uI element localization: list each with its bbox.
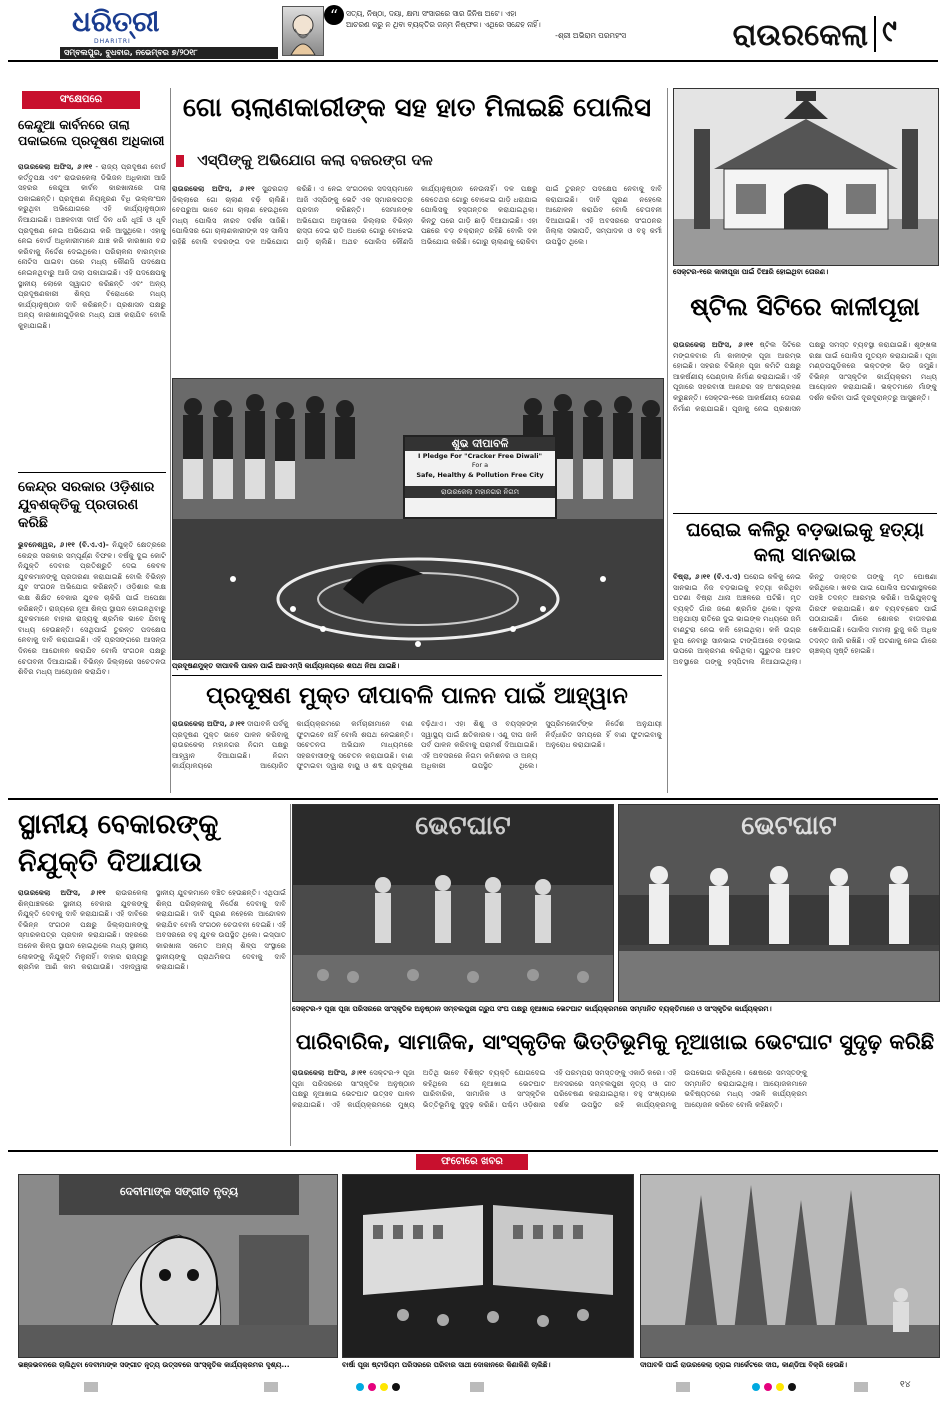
brief-headline: କେନ୍ଦ୍ର ସରକାର ଓଡ଼ିଶାର ଯୁବଶକ୍ତିକୁ ପ୍ରତାରଣ କରିଛି [18,479,155,531]
photo-news-2 [342,1174,634,1358]
masthead-divider [874,16,876,52]
bullet-icon [176,155,184,167]
column-divider [290,804,291,1146]
stage-sign: ଭେଟଘାଟ [741,811,837,841]
jobs-byline: ରାଉରକେଲା ଅଫିସ, ୬।୧୧ [18,888,106,897]
black-dot [392,1383,400,1391]
murder-byline: ବିଷ୍ରା, ୬।୧୧ (ବି.ଏ.ଏ) [673,572,741,581]
quote-line: ଆଚରଣ କରୁ ନ ଥିବା ବ୍ୟକ୍ତିର ଜନ୍ମ ନିଷ୍ଫଳ। ଏଥିରେ ସନ୍ଦେହ ନାହିଁ। [346,20,541,29]
registration-square [264,1382,278,1392]
cyan-dot [356,1383,364,1391]
kali-body [673,340,937,510]
magenta-dot [368,1383,376,1391]
brief-divider [18,472,166,473]
lead-text: ସୁନ୍ଦରଗଡ଼ ଜିଲ୍ଲାରେ ଗୋ ଚାଲାଣ ବଢ଼ି ଚାଲିଛି। ବେପରୁଆ ଭାବେ ଗୋ ଚାଲାଣ ହେଉଥିଲେ ମଧ୍ୟ ପୋଲିସ ନୀରବ ଦର୍ଶକ ସାଜିଛି। ପୋଲିସର ଗୋ ଚାଲାଣକାରୀଙ୍କ ସହ ସାଲିସ ରହିଛି ବୋଲି ବଜରଙ୍ଗ ଦଳ ଅଭିଯୋଗ କରିଛି। ଏ ନେଇ ସଂଗଠନର ସଦସ୍ୟମାନେ ଆଜି ଏସ୍‌ପିଙ୍କୁ ଭେଟି ଏକ ସ୍ମାରକପତ୍ର ପ୍ରଦାନ କରିଛନ୍ତି। ସେମାନଙ୍କ ଅଭିଯୋଗ ଅନୁସାରେ ଜିଲ୍ଲାର ବିଭିନ୍ନ ରାସ୍ତା ଦେଇ ରାତି ଅଧରେ ଗୋରୁ ବୋଝେଇ ଗାଡ଼ି ଚାଲିଛି। ଅଥଚ ପୋଲିସ କୌଣସି କାର୍ଯ୍ୟାନୁଷ୍ଠାନ ନେଉନାହିଁ। ଦଳ ପକ୍ଷରୁ କେତେଥର ଗୋରୁ ବୋଝେଇ ଗାଡ଼ି ଧରାଯାଇ ପୋଲିସକୁ ହସ୍ତାନ୍ତର କରାଯାଇଥିଲା। କିନ୍ତୁ ପରେ ଗାଡ଼ି ଛାଡ଼ି ଦିଆଯାଇଛି। ଏହା ପଛରେ ବଡ଼ ଚକ୍ରାନ୍ତ ରହିଛି ବୋଲି ଦଳ ଅଭିଯୋଗ କରିଛି। ଗୋରୁ ଚାଲାଣକୁ ରୋକିବା ପାଇଁ ତୁରନ୍ତ ପଦକ୍ଷେପ ନେବାକୁ ଦାବି କରାଯାଇଛି। ଦାବି ପୂରଣ ନହେଲେ ଆନ୍ଦୋଳନ କରାଯିବ ବୋଲି ଚେତାବନୀ ଦିଆଯାଇଛି। ଏହି ଅବସରରେ ସଂଗଠନର ଜିଲ୍ଲା ସଭାପତି, ସମ୍ପାଦକ ଓ ବହୁ କର୍ମୀ ଉପସ୍ଥିତ ଥିଲେ। [172,184,662,246]
section-rule [8,1150,938,1152]
pledge-banner-line: For a [471,461,489,469]
dateline: ସମ୍ବଲପୁର, ବୁଧବାର, ନଭେମ୍ବର ୭/୨୦୧୮ [60,47,278,59]
section-rule [172,675,662,676]
pledge-banner-line: Safe, Healthy & Pollution Free City [416,471,544,479]
masthead-rule [8,60,938,62]
section-rule [673,513,937,514]
magenta-dot [764,1383,772,1391]
logo-text: ଧରିତ୍ରୀ [72,5,160,38]
photo-caption: ସେକ୍ଟର-୨ ପୂଜା ପୂଜା ପରିସରରେ ସାଂସ୍କୃତିକ ଅନୁଷ୍ଠାନ ସମ୍ବଲପୁରୀ ଗ୍ରୁପ ସଂଘ ପକ୍ଷରୁ ନୂଆଖାଇ ଭେଟଘାଟ କାର୍ଯ୍ୟକ୍ରମରେ ସମ୍ମାନିତ ବ୍ୟକ୍ତିମାନେ ଓ ସାଂସ୍କୃତିକ କାର୍ଯ୍ୟକ୍ରମ। [292,1005,772,1013]
city-label: ରାଉରକେଲା [732,18,868,53]
masthead [0,0,945,62]
quote-line: ସତ୍ୟ, ନିଷ୍ଠା, ଦୟା, କ୍ଷମା ସଂସାରରେ ସାର ଜିନିଷ ଅଟେ। ଏହା [346,9,517,18]
quote-mark-icon: “ [324,5,344,25]
lead-headline: ଗୋ ଚାଲାଣକାରୀଙ୍କ ସହ ହାତ ମିଳାଇଛି ପୋଲିସ [182,93,652,123]
murder-text: ଘରୋଇ କଳିକୁ ନେଇ ସାନଭାଇ ନିଜ ବଡ଼ଭାଇକୁ ହତ୍ୟା କରିଥିବା ଘଟଣା ବିଷ୍ରା ଥାନା ଅଞ୍ଚଳରେ ଘଟିଛି। ମୃତ ବ୍ୟକ୍ତି ଗାଁର ଜଣେ ଶ୍ରମିକ ଥିଲେ। ସୂଚନା ଅନୁଯାୟୀ ରାତିରେ ଦୁଇ ଭାଇଙ୍କ ମଧ୍ୟରେ ଜମି ବାଣ୍ଟୁରା ନେଇ କଳି ହୋଇଥିଲା। କଳି ଉଗ୍ର ରୂପ ନେବାରୁ ସାନଭାଇ ଟାଙ୍ଗିଆରେ ବଡ଼ଭାଇ ଉପରେ ଆକ୍ରମଣ କରିଥିଲା। ଗୁରୁତର ଆହତ ଅବସ୍ଥାରେ ତାଙ୍କୁ ହସ୍ପିଟାଲ ନିଆଯାଇଥିଲା। କିନ୍ତୁ ଡାକ୍ତର ତାଙ୍କୁ ମୃତ ଘୋଷଣା କରିଥିଲେ। ଖବର ପାଇ ପୋଲିସ ଘଟଣାସ୍ଥଳରେ ପହଞ୍ଚି ତଦନ୍ତ ଆରମ୍ଭ କରିଛି। ଅଭିଯୁକ୍ତକୁ ଗିରଫ କରାଯାଇଛି। ଶବ ବ୍ୟବଚ୍ଛେଦ ପାଇଁ ପଠାଯାଇଛି। ଗାଁରେ ଶୋକର ବାତାବରଣ ଖେଳିଯାଇଛି। ପୋଲିସ ମାମଲା ରୁଜୁ କରି ଅଧିକ ତଦନ୍ତ ଜାରି ରଖିଛି। ଏହି ଘଟଣାକୁ ନେଇ ଗାଁରେ ଚାଞ୍ଚଲ୍ୟ ସୃଷ୍ଟି ହୋଇଛି। [673,572,937,666]
pledge-banner-title: ଶୁଭ ଦୀପାବଳି [405,437,555,451]
logo-subtext: DHARITRI [94,38,131,45]
column-divider [667,88,668,793]
pandal-sign: ଦେବୀମାଙ୍କ ସଙ୍ଗୀତ ନୃତ୍ୟ [119,1185,239,1198]
black-dot [788,1383,796,1391]
registration-square [676,1382,690,1392]
cyan-dot [752,1383,760,1391]
lead-subhead [172,150,662,169]
subhead-text: ଏସ୍‌ପିଙ୍କୁ ଅଭିଯୋଗ କଲା ବଜରଙ୍ଗ ଦଳ [197,151,433,169]
market-stalls-scene [343,1175,633,1357]
masthead-logo [72,6,192,46]
temple-photo [673,88,939,266]
jobs-text: ରାଉରକେଲା ଶିଳ୍ପାଞ୍ଚଳରେ ସ୍ଥାନୀୟ ବେକାର ଯୁବକଙ୍କୁ ନିଯୁକ୍ତି ଦେବାକୁ ଦାବି କରାଯାଇଛି। ଏହି ଦାବିରେ ବିଭିନ୍ନ ସଂଗଠନ ପକ୍ଷରୁ ଜିଲ୍ଲାପାଳଙ୍କୁ ସ୍ମାରକପତ୍ର ପ୍ରଦାନ କରାଯାଇଛି। ସହରରେ ଅନେକ ଶିଳ୍ପ ସ୍ଥାପନ ହୋଇଥିଲେ ମଧ୍ୟ ସ୍ଥାନୀୟ ଲୋକଙ୍କୁ ନିଯୁକ୍ତି ମିଳୁନାହିଁ। ବାହାର ରାଜ୍ୟରୁ ଶ୍ରମିକ ଆଣି କାମ କରାଯାଉଛି। ଏହାଦ୍ୱାରା ସ୍ଥାନୀୟ ଯୁବକମାନେ ବଞ୍ଚିତ ହେଉଛନ୍ତି। ଏଥିପାଇଁ ଶିଳ୍ପ ପରିଚାଳନାକୁ ନିର୍ଦ୍ଦେଶ ଦେବାକୁ ଦାବି କରାଯାଇଛି। ଦାବି ପୂରଣ ନହେଲେ ଆନ୍ଦୋଳନ କରାଯିବ ବୋଲି ସଂଗଠନ ଚେତାବନୀ ଦେଇଛି। ଏହି ଅବସରରେ ବହୁ ଯୁବକ ଉପସ୍ଥିତ ଥିଲେ। ଇସ୍ପାତ କାରଖାନା ସମେତ ଅନ୍ୟ ଶିଳ୍ପ ସଂସ୍ଥାରେ ସ୍ଥାନୀୟଙ୍କୁ ପ୍ରାଥମିକତା ଦେବାକୁ ଦାବି କରାଯାଇଛି। [18,888,286,972]
kali-text: ଷ୍ଟିଲ ସିଟିରେ ମଙ୍ଗଳବାର ମାଁ କାଳୀଙ୍କ ପୂଜା ଆରମ୍ଭ ହୋଇଛି। ସହରର ବିଭିନ୍ନ ପୂଜା କମିଟି ପକ୍ଷରୁ ଆକର୍ଷଣୀୟ ପେଣ୍ଡାଲ ନିର୍ମାଣ କରାଯାଇଛି। ଏହି ପୂଜାରେ ସହରବାସୀ ଆନନ୍ଦର ସହ ଅଂଶଗ୍ରହଣ କରୁଛନ୍ତି। ସେକ୍ଟର-୧ରେ ଆକର୍ଷଣୀୟ ତୋରଣ ନିର୍ମାଣ କରାଯାଇଛି। ପୂଜାକୁ ନେଇ ପ୍ରଶାସନ ପକ୍ଷରୁ ସମସ୍ତ ବ୍ୟବସ୍ଥା କରାଯାଇଛି। ଶୃଙ୍ଖଳା ରକ୍ଷା ପାଇଁ ପୋଲିସ ମୁତୟନ କରାଯାଇଛି। ପୂଜା ମଣ୍ଡପଗୁଡ଼ିକରେ ଭକ୍ତଙ୍କ ଭିଡ଼ ଜମୁଛି। ବିଭିନ୍ନ ସାଂସ୍କୃତିକ କାର୍ଯ୍ୟକ୍ରମ ମଧ୍ୟ ଆୟୋଜନ କରାଯାଇଛି। ଭକ୍ତମାନେ ମାଁଙ୍କୁ ଦର୍ଶନ କରିବା ପାଇଁ ଦୂରଦୂରାନ୍ତରୁ ଆସୁଛନ୍ତି। [673,340,937,413]
nuakhai-body [292,1068,938,1146]
column-divider [170,88,171,793]
page-number: ୯ [882,14,897,49]
brief-byline: ଭୁବନେଶ୍ୱର, ୬।୧୧ (ବି.ଏ.ଏ)- [18,540,109,549]
yellow-dot [380,1383,388,1391]
pledge-banner-line: I Pledge For "Cracker Free Diwali" [418,452,542,460]
nuakhai-headline: ପାରିବାରିକ, ସାମାଜିକ, ସାଂସ୍କୃତିକ ଭିତ୍ତିଭୂମିକୁ ନୂଆଖାଇ ଭେଟଘାଟ ସୁଦୃଢ଼ କରିଛି [295,1030,935,1054]
brief-body [18,540,166,795]
portrait-icon [283,7,323,55]
masthead-portrait [282,6,324,56]
diwali-byline: ରାଉରକେଲା ଅଫିସ, ୬।୧୧ [172,719,245,728]
masthead-quote [346,8,666,41]
photo-caption: ସେକ୍ଟର-୧ରେ କାଳୀପୂଜା ପାଇଁ ତିଆରି ହୋଇଥିବା ତୋରଣ। [673,268,829,276]
palm-leaf-market-scene [641,1175,939,1357]
yellow-dot [776,1383,784,1391]
kali-headline: ଷ୍ଟିଲ ସିଟିରେ କାଳୀପୂଜା [690,292,920,321]
nuakhai-text: ସେକ୍ଟର-୨ ପୂଜା ପୂଜା ପରିସରରେ ସାଂସ୍କୃତିକ ଅନୁଷ୍ଠାନ ପକ୍ଷରୁ ନୂଆଖାଇ ଭେଟଘାଟ ଉତ୍ସବ ପାଳନ କରାଯାଇଛି। ଏହି କାର୍ଯ୍ୟକ୍ରମରେ ମୁଖ୍ୟ ଅତିଥି ଭାବେ ବିଶିଷ୍ଟ ବ୍ୟକ୍ତି ଯୋଗଦେଇ କହିଥିଲେ ଯେ ନୂଆଖାଇ ଭେଟଘାଟ ପାରିବାରିକ, ସାମାଜିକ ଓ ସାଂସ୍କୃତିକ ଭିତ୍ତିଭୂମିକୁ ସୁଦୃଢ଼ କରିଛି। ପଶ୍ଚିମ ଓଡ଼ିଶାର ଏହି ପରମ୍ପରା ସମସ୍ତଙ୍କୁ ଏକାଠି କରେ। ଏହି ଅବସରରେ ସମ୍ବଲପୁରୀ ନୃତ୍ୟ ଓ ଗୀତ ପରିବେଷଣ କରାଯାଇଥିଲା। ବହୁ ସଂଖ୍ୟାରେ ଦର୍ଶକ ଉପସ୍ଥିତ ରହି କାର୍ଯ୍ୟକ୍ରମକୁ ଉପଭୋଗ କରିଥିଲେ। ଶେଷରେ ସମସ୍ତଙ୍କୁ ସମ୍ମାନିତ କରାଯାଇଥିଲା। ଆୟୋଜକମାନେ ଭବିଷ୍ୟତରେ ମଧ୍ୟ ଏଭଳି କାର୍ଯ୍ୟକ୍ରମ ଆୟୋଜନ କରିବେ ବୋଲି କହିଛନ୍ତି। [292,1068,808,1109]
brief-text: ନିଯୁକ୍ତି କ୍ଷେତ୍ରରେ କେନ୍ଦ୍ର ସରକାର ସମ୍ପୂର୍ଣ୍ଣ ବିଫଳ। ବର୍ଷକୁ ଦୁଇ କୋଟି ନିଯୁକ୍ତି ଦେବାର ପ୍ରତିଶ୍ରୁତି ଦେଇ କେବଳ ଯୁବକମାନଙ୍କୁ ପ୍ରତାରଣା କରାଯାଇଛି ବୋଲି ବିଭିନ୍ନ ଯୁବ ସଂଗଠନ ଅଭିଯୋଗ କରିଛନ୍ତି। ଓଡ଼ିଶାର ଲକ୍ଷ ଲକ୍ଷ ଶିକ୍ଷିତ ବେକାର ଯୁବକ ଚାକିରି ପାଇଁ ଅପେକ୍ଷା କରିଛନ୍ତି। ରାଜ୍ୟରେ ନୂଆ ଶିଳ୍ପ ସ୍ଥାପନ ହୋଇନଥିବାରୁ ଯୁବକମାନେ ବାହାର ରାଜ୍ୟକୁ ଶ୍ରମିକ ଭାବେ ଯିବାକୁ ବାଧ୍ୟ ହେଉଛନ୍ତି। ସେଥିପାଇଁ ତୁରନ୍ତ ପଦକ୍ଷେପ ନେବାକୁ ଦାବି କରାଯାଇଛି। ଏହି ପ୍ରସଙ୍ଗରେ ଆସନ୍ତା ଦିନରେ ଆନ୍ଦୋଳନ କରାଯିବ ବୋଲି ସଂଗଠନ ପକ୍ଷରୁ ଚେତାବନୀ ଦିଆଯାଇଛି। ବିଭିନ୍ନ ଜିଲ୍ଲାରେ ସଚେତନତା ଶିବିର ମଧ୍ୟ ଆୟୋଜନ କରାଯିବ। [18,540,166,677]
pandal-scene [19,1175,337,1357]
pledge-banner [403,435,557,519]
murder-headline: ଘରୋଇ କଳିରୁ ବଡ଼ଭାଇକୁ ହତ୍ୟା କଲା ସାନଭାଇ [686,519,924,566]
nuakhai-byline: ରାଉରକେଲା ଅଫିସ, ୬।୧୧ [292,1068,367,1077]
photo-news-3 [640,1174,940,1358]
event-photo-left [292,804,614,1002]
photo-news-1 [18,1174,338,1358]
photo-caption: ଭଞ୍ଜଭବନରେ ଚାଲିଥିବା ଦେବୀମାଙ୍କ ସଙ୍ଗୀତ ନୃତ୍ୟ ଉତ୍ସବରେ ସାଂସ୍କୃତିକ କାର୍ଯ୍ୟକ୍ରମର ଦୃଶ୍ୟ... [18,1361,290,1369]
event-photo-right [618,804,940,1002]
stage-sign: ଭେଟଘାଟ [415,811,511,841]
registration-square [854,1382,868,1392]
registration-square [84,1382,98,1392]
pledge-banner-footer: ରାଉରକେଲା ମହାନଗର ନିଗମ [405,486,555,498]
section-rule [8,798,938,800]
briefs-banner: ସଂକ୍ଷେପରେ [22,91,140,109]
photo-caption: ବାର୍ଷା ପୂଜା ଷ୍ଟାଡିୟମ ପରିସରରେ ପରିବାର ସାଥୀ ଦୋକାନରେ କିଣାକିଣି ଚାଲିଛି। [342,1361,551,1369]
brief-byline: ରାଉରକେଲା ଅଫିସ, ୬।୧୧ [18,162,93,171]
jobs-headline: ସ୍ଥାନୀୟ ବେକାରଙ୍କୁ ନିଯୁକ୍ତି ଦିଆଯାଉ [18,809,219,878]
lead-byline: ରାଉରକେଲା ଅଫିସ, ୬।୧୧ [172,184,255,193]
diwali-scene [173,379,663,659]
diwali-body [172,719,662,795]
diwali-text: ଦୀପାବଳି ପର୍ବକୁ ପ୍ରଦୂଷଣ ମୁକ୍ତ ଭାବେ ପାଳନ କରିବାକୁ ରାଉରକେଲା ମହାନଗର ନିଗମ ପକ୍ଷରୁ ଆହ୍ୱାନ ଦିଆଯାଇଛି। ନିଗମ କାର୍ଯ୍ୟାଳୟରେ ଆୟୋଜିତ କାର୍ଯ୍ୟକ୍ରମରେ କର୍ମଚାରୀମାନେ ବାଣ ଫୁଟାଇବେ ନାହିଁ ବୋଲି ଶପଥ ନେଇଛନ୍ତି। ସଚେତନତା ଅଭିଯାନ ମାଧ୍ୟମରେ ସହରବାସୀଙ୍କୁ ସଚେତନ କରାଯାଉଛି। ବାଣ ଫୁଟାଇବା ଦ୍ୱାରା ବାୟୁ ଓ ଶବ୍ଦ ପ୍ରଦୂଷଣ ବଢ଼ିଥାଏ। ଏହା ଶିଶୁ ଓ ବୟସ୍କଙ୍କ ସ୍ୱାସ୍ଥ୍ୟ ପାଇଁ କ୍ଷତିକାରକ। ଏଣୁ ଦୀପ ଜାଳି ପର୍ବ ପାଳନ କରିବାକୁ ପରାମର୍ଶ ଦିଆଯାଇଛି। ଏହି ଅବସରରେ ନିଗମ କମିଶନର ଓ ଅନ୍ୟ ଅଧିକାରୀ ଉପସ୍ଥିତ ଥିଲେ। ସୁପ୍ରିମକୋର୍ଟଙ୍କ ନିର୍ଦ୍ଦେଶ ଅନୁଯାୟୀ ନିର୍ଦ୍ଧାରିତ ସମୟରେ ହିଁ ବାଣ ଫୁଟାଇବାକୁ ଅନୁରୋଧ କରାଯାଇଛି। [172,719,662,771]
temple-scene [674,89,938,265]
quote-author: -ଶ୍ରୀ ଅଭିରାମ ପରମହଂସ [555,31,626,40]
jobs-body [18,888,286,1146]
brief-text: - ରାଜ୍ୟ ପ୍ରଦୂଷଣ ବୋର୍ଡ କର୍ତ୍ତୃପକ୍ଷ ଏବଂ ରାଉରକେଲା ଡିଭିଜନ ଅଧିକାରୀ ଆଜି ସହରର କେନ୍ଦୁଆ କାର୍ବନ କାରଖାନାରେ ତାଲା ପକାଇଛନ୍ତି। ପ୍ରଦୂଷଣ ନିୟନ୍ତ୍ରଣ ବିଧି ଉଲ୍ଲଂଘନ କରୁଥିବା ଅଭିଯୋଗରେ ଏହି କାର୍ଯ୍ୟାନୁଷ୍ଠାନ ନିଆଯାଇଛି। ଅଞ୍ଚଳବାସୀ ଦୀର୍ଘ ଦିନ ଧରି ଧୂଆଁ ଓ ଧୂଳି ପ୍ରଦୂଷଣ ନେଇ ଅଭିଯୋଗ କରି ଆସୁଥିଲେ। ଏହାକୁ ନେଇ ବୋର୍ଡ ଅଧିକାରୀମାନେ ଯାଞ୍ଚ କରି କାରଖାନା ବନ୍ଦ କରିବାକୁ ନିର୍ଦ୍ଦେଶ ଦେଇଥିଲେ। ପରିଚାଳନା ବାରମ୍ବାର ନୋଟିସ ପାଇବା ପରେ ମଧ୍ୟ କୌଣସି ପଦକ୍ଷେପ ନେଇନଥିବାରୁ ଆଜି ତାଲା ପକାଯାଇଛି। ଏହି ପଦକ୍ଷେପକୁ ସ୍ଥାନୀୟ ଲୋକେ ସ୍ୱାଗତ କରିଛନ୍ତି ଏବଂ ଅନ୍ୟ ପ୍ରଦୂଷଣକାରୀ ଶିଳ୍ପ ବିରୋଧରେ ମଧ୍ୟ କାର୍ଯ୍ୟାନୁଷ୍ଠାନ ଦାବି କରିଛନ୍ତି। ପ୍ରଶାସନ ପକ୍ଷରୁ ଅନ୍ୟ କାରଖାନାଗୁଡ଼ିକର ମଧ୍ୟ ଯାଞ୍ଚ କରାଯିବ ବୋଲି କୁହାଯାଇଛି। [18,162,166,330]
diwali-photo [172,378,664,660]
kali-byline: ରାଉରକେଲା ଅଫିସ, ୬।୧୧ [673,340,754,349]
photo-caption: ପ୍ରଦୂଷଣମୁକ୍ତ ଦୀପାବଳି ପାଳନ ପାଇଁ ଆରଏମ୍‌ସି କାର୍ଯ୍ୟାଳୟରେ ଶପଥ ନିଆ ଯାଇଛି। [172,662,400,670]
brief-headline: କେନ୍ଦୁଆ କାର୍ବନରେ ତାଲା ପକାଇଲେ ପ୍ରଦୂଷଣ ଅଧିକାରୀ [18,117,165,148]
registration-square [470,1382,484,1392]
photo-news-banner: ଫଟୋରେ ଖବର [416,1154,528,1170]
lead-body [172,184,662,374]
brief-body [18,162,166,470]
photo-caption: ଦୀପାବଳି ପାଇଁ ରାଉରକେଲା ଡ୍ରାଇ ମାର୍କେଟରେ ଦୀପ, କାଣ୍ଡିଆ ବିକ୍ରି ହେଉଛି। [640,1361,848,1369]
diwali-headline: ପ୍ରଦୂଷଣ ମୁକ୍ତ ଦୀପାବଳି ପାଳନ ପାଇଁ ଆହ୍ୱାନ [206,683,628,709]
page-code: ୧୪ [900,1380,911,1390]
murder-body [673,572,937,794]
